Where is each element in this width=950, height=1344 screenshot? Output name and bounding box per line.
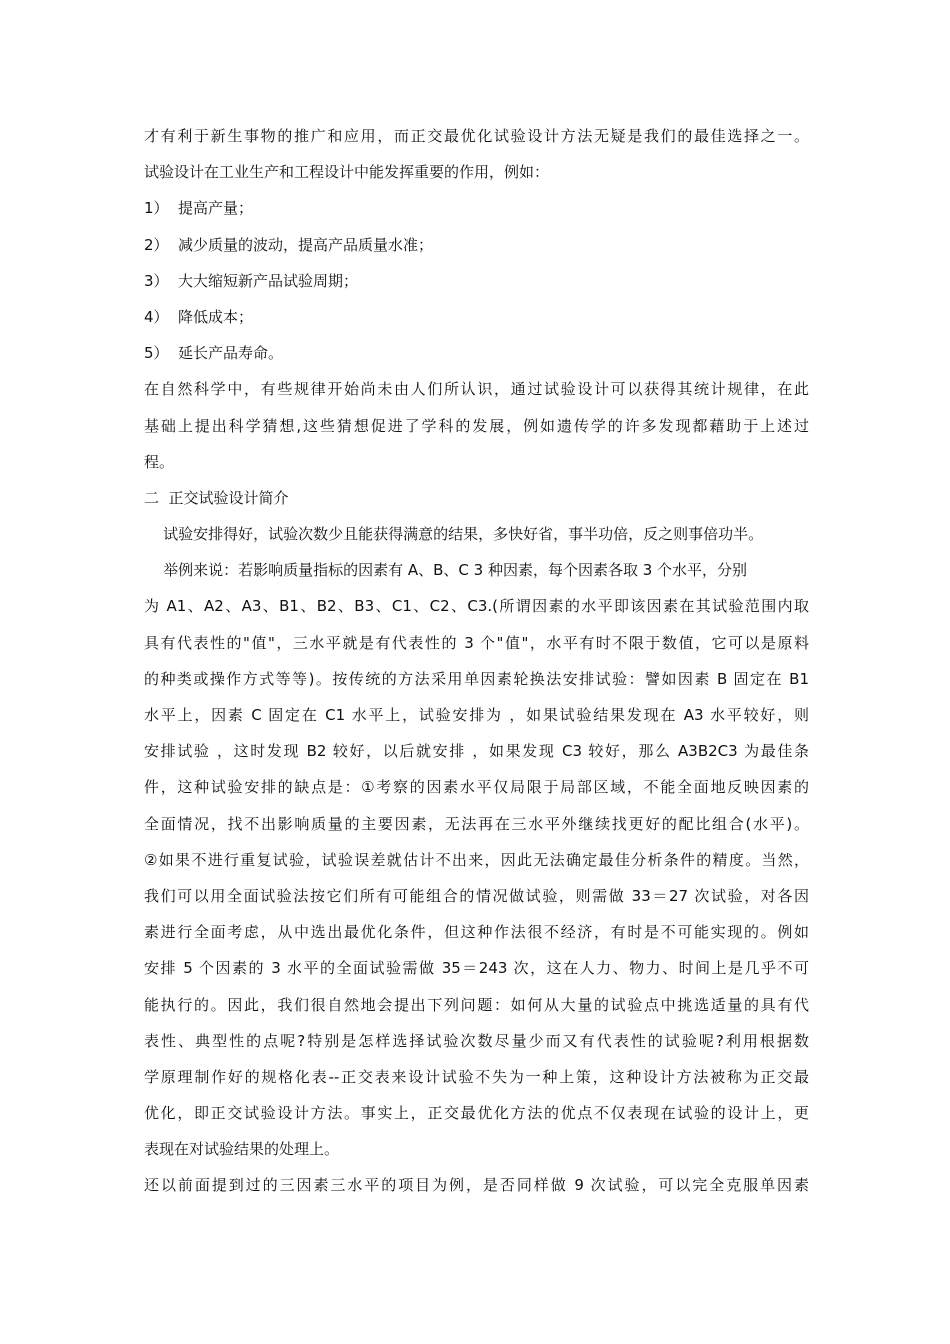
paragraph-line: 水平上，因素 C 固定在 C1 水平上，试验安排为 ，如果试验结果发现在 A3 水平较好，则 xyxy=(144,706,809,724)
paragraph-line: 安排试验 ，这时发现 B2 较好，以后就安排 ，如果发现 C3 较好，那么 A3B2C3 为最佳条 xyxy=(144,742,809,761)
list-item xyxy=(144,335,809,371)
list-item xyxy=(144,227,809,263)
list-item-number: 3） xyxy=(144,271,169,290)
document-body xyxy=(144,118,809,1204)
section-heading: 二 正交试验设计简介 xyxy=(144,488,289,507)
paragraph-line: 我们可以用全面试验法按它们所有可能组合的情况做试验，则需做 33＝27 次试验，对各因 xyxy=(144,886,809,905)
list-item-number: 1） xyxy=(144,199,169,218)
list-item-number: 2） xyxy=(144,235,169,254)
paragraph-line: 具有代表性的"值"，三水平就是有代表性的 3 个"值"，水平有时不限于数值，它可以是原料 xyxy=(144,633,809,652)
list-item xyxy=(144,299,809,335)
paragraph-line: 在自然科学中，有些规律开始尚未由人们所认识，通过试验设计可以获得其统计规律，在此 xyxy=(144,380,809,399)
paragraph-line: 学原理制作好的规格化表--正交表来设计试验不失为一种上策，这种设计方法被称为正交最 xyxy=(144,1067,809,1086)
paragraph-line: 试验安排得好，试验次数少且能获得满意的结果，多快好省，事半功倍，反之则事倍功半。 xyxy=(144,525,764,544)
list-item-text: 提高产量； xyxy=(178,199,254,218)
list-item-text: 降低成本； xyxy=(178,307,254,326)
paragraph-line: 表现在对试验结果的处理上。 xyxy=(144,1140,340,1159)
paragraph-line: 举例来说：若影响质量指标的因素有 A、B、C 3 种因素，每个因素各取 3 个水平，分别 xyxy=(144,561,748,580)
paragraph-line: 表性、典型性的点呢?特别是怎样选择试验次数尽量少而又有代表性的试验呢?利用根据数 xyxy=(144,1031,809,1050)
paragraph-line: 的种类或操作方式等等)。按传统的方法采用单因素轮换法安排试验：譬如因素 B 固定在 B1 xyxy=(144,669,809,688)
intro-line-2: 试验设计在工业生产和工程设计中能发挥重要的作用，例如： xyxy=(144,163,550,182)
paragraph-line: 安排 5 个因素的 3 水平的全面试验需做 35＝243 次，这在人力、物力、时间上是几乎不可 xyxy=(144,959,809,978)
paragraph-line: 全面情况，找不出影响质量的主要因素，无法再在三水平外继续找更好的配比组合(水平)。 xyxy=(144,814,809,833)
paragraph-line: 优化，即正交试验设计方法。事实上，正交最优化方法的优点不仅表现在试验的设计上，更 xyxy=(144,1104,809,1123)
paragraph-line: 能执行的。因此，我们很自然地会提出下列问题：如何从大量的试验点中挑选适量的具有代 xyxy=(144,995,809,1014)
paragraph-line: ②如果不进行重复试验，试验误差就估计不出来，因此无法确定最佳分析条件的精度。当然， xyxy=(144,850,809,869)
paragraph-line: 基础上提出科学猜想,这些猜想促进了学科的发展，例如遗传学的许多发现都藉助于上述过 xyxy=(144,416,809,435)
paragraph-line: 为 A1、A2、A3、B1、B2、B3、C1、C2、C3.(所谓因素的水平即该因素在其试验范围内取 xyxy=(144,597,809,616)
list-item-number: 4） xyxy=(144,307,169,326)
paragraph-line: 程。 xyxy=(144,452,175,471)
list-item xyxy=(144,190,809,226)
list-item xyxy=(144,263,809,299)
list-item-text: 延长产品寿命。 xyxy=(178,344,284,363)
list-item-number: 5） xyxy=(144,344,169,363)
list-item-text: 大大缩短新产品试验周期； xyxy=(178,271,359,290)
intro-line-1: 才有利于新生事物的推广和应用，而正交最优化试验设计方法无疑是我们的最佳选择之一。 xyxy=(144,127,809,145)
list-item-text: 减少质量的波动，提高产品质量水准； xyxy=(178,235,434,254)
paragraph-line: 件，这种试验安排的缺点是：①考察的因素水平仅局限于局部区域，不能全面地反映因素的 xyxy=(144,778,809,797)
paragraph-line: 素进行全面考虑，从中选出最优化条件，但这种作法很不经济，有时是不可能实现的。例如 xyxy=(144,923,809,942)
closing-line: 还以前面提到过的三因素三水平的项目为例，是否同样做 9 次试验，可以完全克服单因素 xyxy=(144,1176,809,1195)
